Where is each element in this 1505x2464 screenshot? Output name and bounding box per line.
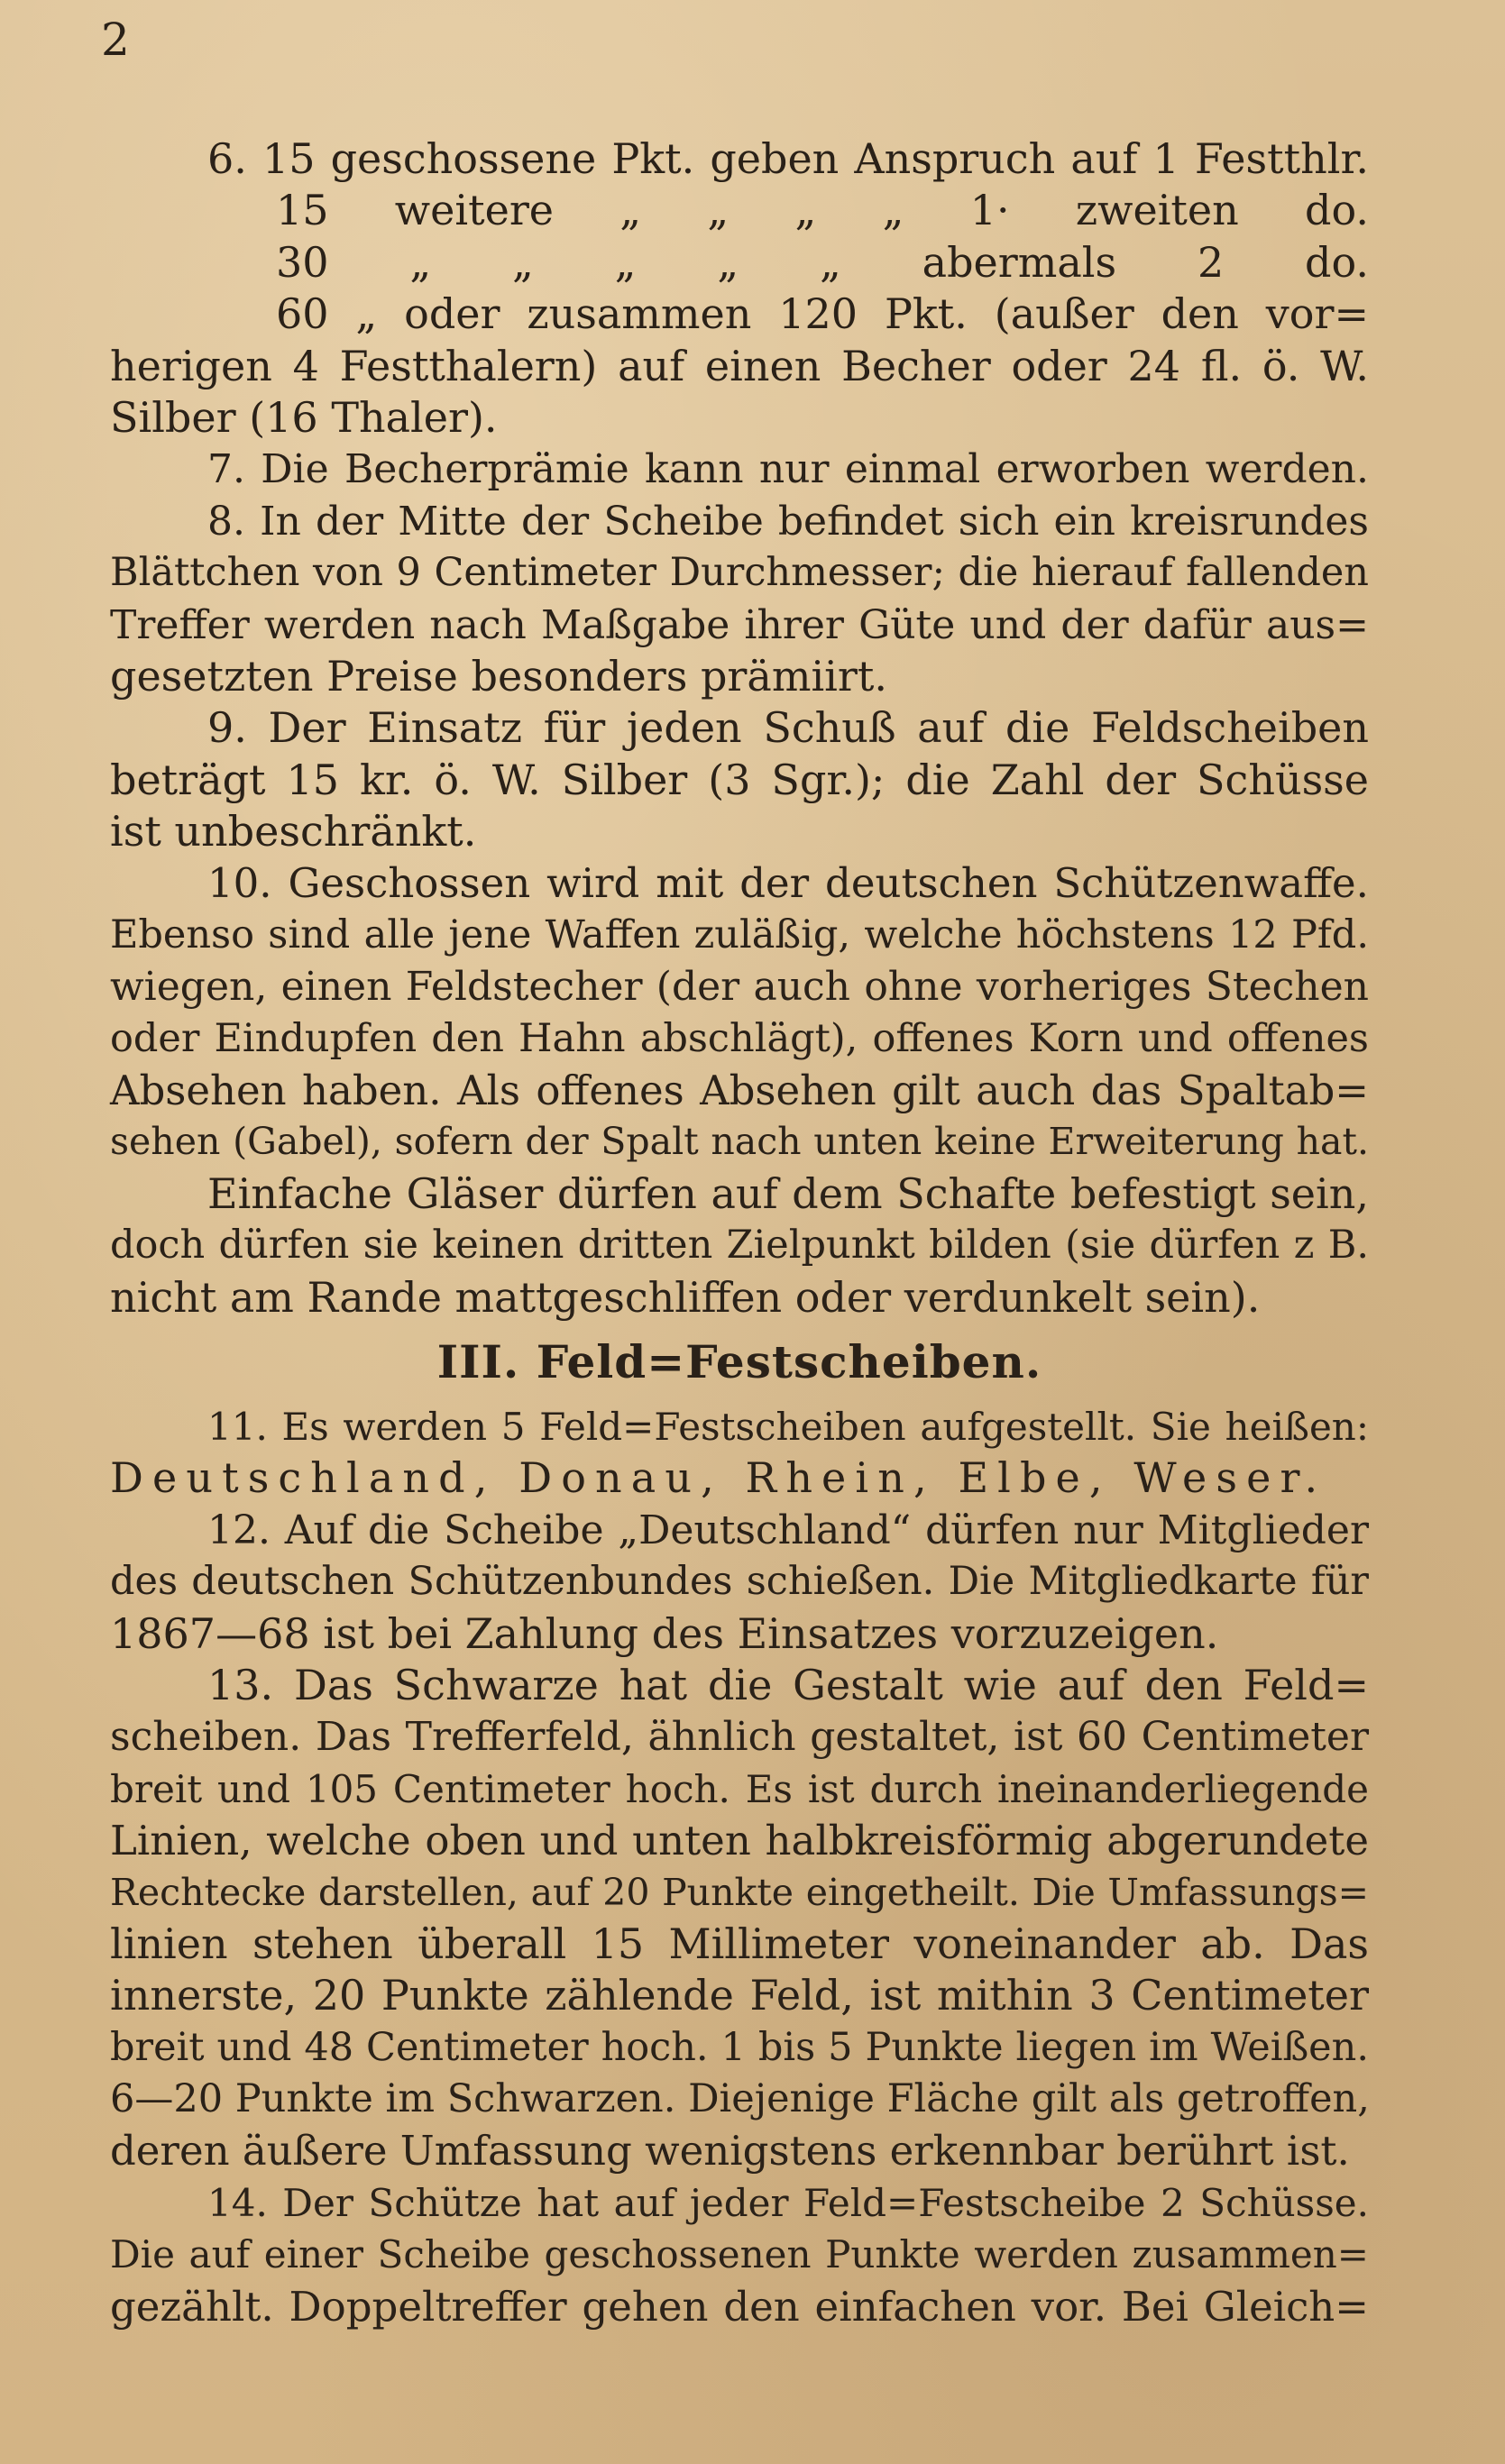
text-line: linien stehen überall 15 Millimeter voneinander ab. Das (110, 1919, 1369, 1968)
text-line: 1867—68 ist bei Zahlung des Einsatzes vorzuzeigen. (110, 1608, 1219, 1658)
text-line: Blättchen von 9 Centimeter Durchmesser; die hierauf fallenden (110, 550, 1369, 596)
text-line: 13. Das Schwarze hat die Gestalt wie auf den Feld= (207, 1660, 1369, 1709)
page-number: 2 (101, 14, 130, 66)
text-line: 30 „ „ „ „ „ abermals 2 do. (276, 237, 1369, 287)
text-line: scheiben. Das Trefferfeld, ähnlich gestaltet, ist 60 Centimeter (110, 1714, 1369, 1761)
text-line: 10. Geschossen wird mit der deutschen Schützenwaffe. (207, 859, 1369, 908)
text-line: innerste, 20 Punkte zählende Feld, ist mithin 3 Centimeter (110, 1971, 1369, 2020)
text-line: 14. Der Schütze hat auf jeder Feld=Festscheibe 2 Schüsse. (207, 2180, 1369, 2225)
text-line: 7. Die Becherprämie kann nur einmal erworben werden. (207, 446, 1369, 493)
text-line: 6—20 Punkte im Schwarzen. Diejenige Fläche gilt als getroffen, (110, 2076, 1370, 2122)
text-line: ist unbeschränkt. (110, 807, 477, 856)
text-line: doch dürfen sie keinen dritten Zielpunkt bilden (sie dürfen z B. (110, 1223, 1369, 1269)
text-line: nicht am Rande mattgeschliffen oder verdunkelt sein). (110, 1272, 1261, 1322)
text-line: 9. Der Einsatz für jeden Schuß auf die Feldscheiben (207, 703, 1369, 753)
text-line: herigen 4 Festthalern) auf einen Becher oder 24 fl. ö. W. (110, 341, 1369, 390)
text-line: beträgt 15 kr. ö. W. Silber (3 Sgr.); die Zahl der Schüsse (110, 755, 1369, 804)
text-line: Rechtecke darstellen, auf 20 Punkte eingetheilt. Die Umfassungs= (110, 1870, 1369, 1914)
text-line: oder Eindupfen den Hahn abschlägt), offenes Korn und offenes (110, 1015, 1369, 1061)
text-line: gezählt. Doppeltreffer gehen den einfachen vor. Bei Gleich= (110, 2282, 1369, 2331)
text-line: Ebenso sind alle jene Waffen zuläßig, welche höchstens 12 Pfd. (110, 911, 1369, 957)
text-line: Treffer werden nach Maßgabe ihrer Güte und der dafür aus= (110, 601, 1369, 648)
section-heading: III. Feld=Festscheiben. (436, 1334, 1042, 1388)
text-line: Die auf einer Scheibe geschossenen Punkte werden zusammen= (110, 2232, 1369, 2277)
text-line: Linien, welche oben und unten halbkreisförmig abgerundete (110, 1817, 1369, 1865)
text-line: breit und 105 Centimeter hoch. Es ist durch ineinanderliegende (110, 1766, 1369, 1811)
text-line: sehen (Gabel), sofern der Spalt nach unten keine Erweiterung hat. (110, 1120, 1369, 1164)
text-line: breit und 48 Centimeter hoch. 1 bis 5 Punkte liegen im Weißen. (110, 2024, 1369, 2070)
text-line: wiegen, einen Feldstecher (der auch ohne vorheriges Stechen (110, 964, 1369, 1011)
text-line: Absehen haben. Als offenes Absehen gilt auch das Spaltab= (110, 1067, 1369, 1115)
text-line: 15 weitere „ „ „ „ 1· zweiten do. (276, 186, 1369, 235)
text-line: 8. In der Mitte der Scheibe befindet sich ein kreisrundes (207, 498, 1369, 545)
text-line: gesetzten Preise besonders prämiirt. (110, 651, 887, 701)
text-line: deren äußere Umfassung wenigstens erkennbar berührt ist. (110, 2127, 1350, 2175)
text-line: Einfache Gläser dürfen auf dem Schafte befestigt sein, (207, 1168, 1369, 1218)
text-line: 6. 15 geschossene Pkt. geben Anspruch auf 1 Festthlr. (207, 134, 1369, 183)
text-line: 11. Es werden 5 Feld=Festscheiben aufgestellt. Sie heißen: (207, 1404, 1369, 1449)
text-line: 12. Auf die Scheibe „Deutschland“ dürfen nur Mitglieder (207, 1507, 1369, 1553)
text-line-spaced: Deutschland, Donau, Rhein, Elbe, Weser. (110, 1453, 1327, 1503)
text-line: des deutschen Schützenbundes schießen. Die Mitgliedkarte für (110, 1559, 1369, 1605)
text-line: 60 „ oder zusammen 120 Pkt. (außer den vor= (276, 289, 1369, 339)
body-text (110, 133, 1369, 2332)
text-line: Silber (16 Thaler). (110, 392, 498, 442)
